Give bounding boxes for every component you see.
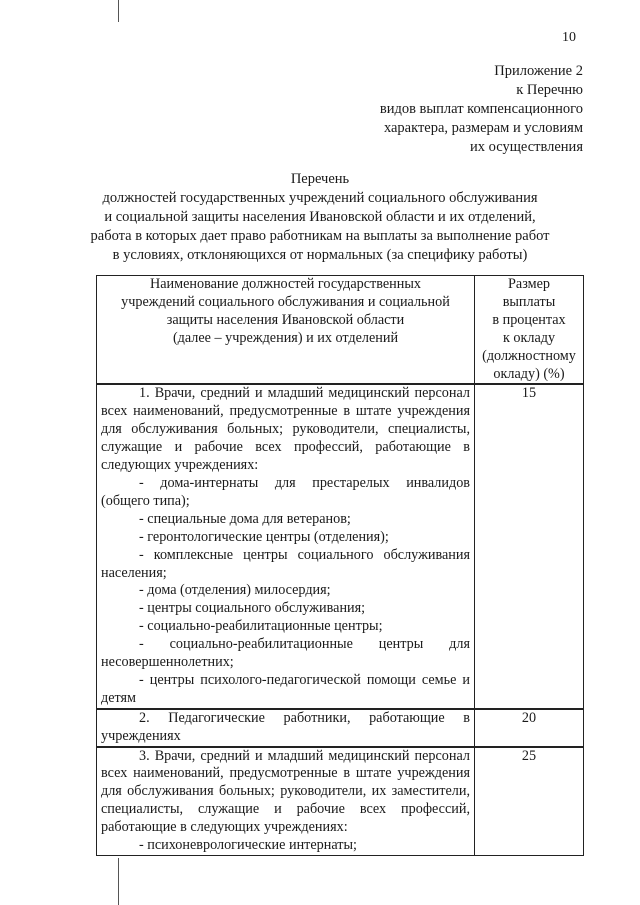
row-paragraph: - центры социального обслуживания;	[139, 600, 366, 617]
header-line: Наименование должностей государственных	[150, 276, 421, 292]
row-paragraph: 3. Врачи, средний и младший медицинский персонал всех наименований, предусмотренные в штате учреждения для обслуживания больных; руководители, их заместители, специалисты, служащие и рабочие всех профессий, работающие в следующих учреждениях:	[101, 747, 470, 836]
title-line: Перечень	[290, 171, 350, 187]
row-paragraph: 1. Врачи, средний и младший медицинский персонал всех наименований, предусмотренные в штате учреждения для обслуживания больных; руководители, специалисты, служащие и рабочие всех профессий, работающие в следующих учреждениях:	[101, 385, 470, 474]
table-row	[97, 384, 584, 708]
position-description	[97, 384, 475, 708]
title-line: должностей государственных учреждений социального обслуживания	[102, 190, 538, 206]
table-row	[97, 709, 584, 747]
header-payment-size	[475, 276, 584, 385]
title-line: в условиях, отклоняющихся от нормальных (за специфику работы)	[112, 247, 528, 263]
header-line: (далее – учреждения) и их отделений	[172, 329, 399, 346]
position-description	[97, 709, 475, 747]
document-title	[0, 170, 640, 265]
header-line: учреждений социального обслуживания и социальной	[121, 293, 450, 310]
appendix-reference	[380, 62, 583, 157]
row-paragraph: - дома (отделения) милосердия;	[139, 582, 331, 599]
row-paragraph: - психоневрологические интернаты;	[139, 837, 357, 854]
appendix-line: видов выплат компенсационного	[379, 101, 583, 117]
row-paragraph: - дома-интернаты для престарелых инвалидов (общего типа);	[101, 474, 470, 509]
payment-percent: 20	[475, 709, 584, 747]
title-line: и социальной защиты населения Ивановской области и их отделений,	[104, 209, 536, 225]
appendix-line: к Перечню	[516, 82, 583, 98]
header-line: выплаты	[502, 293, 556, 310]
scan-edge-mark	[118, 0, 119, 22]
appendix-line: характера, размерам и условиям	[383, 120, 583, 136]
table-row	[97, 747, 584, 856]
header-line: (должностному	[482, 347, 576, 364]
payment-percent: 25	[475, 747, 584, 856]
title-line: работа в которых дает право работникам на выплаты за выполнение работ	[90, 228, 550, 244]
row-paragraph: - социально-реабилитационные центры;	[139, 618, 383, 635]
position-description	[97, 747, 475, 856]
header-line: защиты населения Ивановской области	[166, 311, 405, 328]
header-line: в процентах	[492, 311, 566, 328]
payment-percent: 15	[475, 384, 584, 708]
row-paragraph: - комплексные центры социального обслуживания населения;	[101, 546, 470, 581]
row-paragraph: - геронтологические центры (отделения);	[139, 528, 389, 545]
page-number: 10	[562, 30, 576, 45]
header-line: Размер	[508, 276, 550, 292]
header-line: окладу) (%)	[493, 365, 565, 382]
row-paragraph: - центры психолого-педагогической помощи семье и детям	[101, 671, 470, 706]
table-header-row	[97, 276, 584, 385]
header-position-name	[97, 276, 475, 385]
positions-table	[96, 275, 584, 856]
appendix-line: их осуществления	[470, 139, 583, 155]
row-paragraph: 2. Педагогические работники, работающие в учреждениях	[101, 709, 470, 744]
appendix-line: Приложение 2	[494, 63, 583, 79]
row-paragraph: - социально-реабилитационные центры для несовершеннолетних;	[101, 636, 470, 671]
scan-edge-mark	[118, 858, 119, 905]
header-line: к окладу	[502, 329, 556, 346]
row-paragraph: - специальные дома для ветеранов;	[139, 510, 351, 527]
